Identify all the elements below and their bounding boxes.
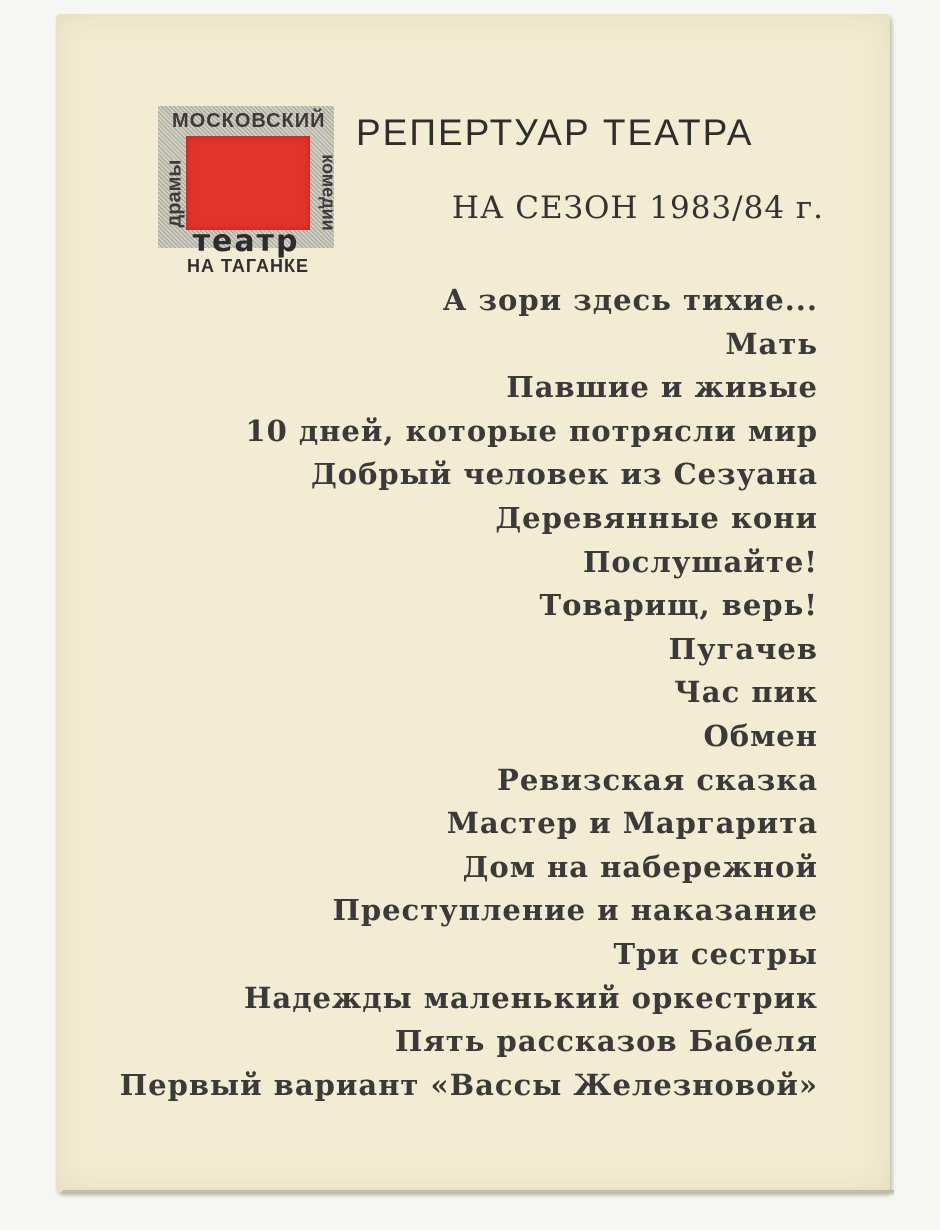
repertoire-item: Товарищ, верь! — [539, 588, 818, 623]
repertoire-item: А зори здесь тихие... — [442, 283, 818, 317]
repertoire-list — [98, 279, 818, 1107]
repertoire-item: Деревянные кони — [495, 500, 818, 535]
logo-right-text: комедии — [318, 154, 339, 231]
logo-top-text: МОСКОВСКИЙ — [172, 110, 326, 132]
season-subtitle: НА СЕЗОН 1983/84 г. — [451, 190, 824, 226]
repertoire-item: 10 дней, которые потрясли мир — [245, 413, 818, 448]
repertoire-item: Мать — [725, 326, 818, 361]
repertoire-item: Пять рассказов Бабеля — [394, 1024, 818, 1059]
sheet-shadow — [62, 1190, 894, 1196]
repertoire-item: Надежды маленький оркестрик — [244, 980, 818, 1015]
repertoire-item: Преступление и наказание — [332, 893, 818, 928]
logo-bottom-text: НА ТАГАНКЕ — [187, 256, 309, 276]
logo-left-text: драмы — [163, 159, 186, 228]
page-title: РЕПЕРТУАР ТЕАТРА — [356, 112, 754, 153]
logo-mid-text: театр — [192, 224, 300, 259]
repertoire-item: Послушайте! — [582, 544, 818, 579]
logo-red-square — [186, 136, 310, 230]
repertoire-item: Три сестры — [613, 936, 818, 971]
repertoire-item: Час пик — [674, 675, 818, 710]
theatre-logo — [158, 106, 339, 278]
repertoire-item: Ревизская сказка — [497, 762, 818, 797]
repertoire-item: Павшие и живые — [506, 370, 818, 405]
repertoire-item: Мастер и Маргарита — [446, 806, 818, 841]
repertoire-item: Обмен — [703, 718, 818, 753]
repertoire-item: Первый вариант «Вассы Железновой» — [119, 1067, 818, 1102]
repertoire-item: Пугачев — [668, 631, 818, 666]
repertoire-item: Дом на набережной — [462, 849, 818, 884]
repertoire-item: Добрый человек из Сезуана — [310, 457, 818, 492]
